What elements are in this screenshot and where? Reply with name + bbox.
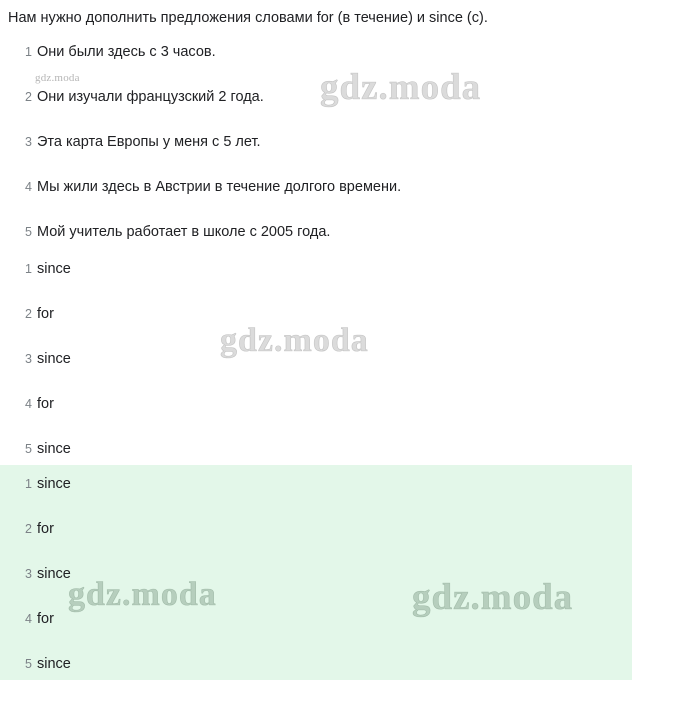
list-item-number: 5 — [25, 657, 32, 671]
list-item — [0, 259, 680, 304]
list-item-text: Эта карта Европы у меня с 5 лет. — [37, 134, 261, 150]
highlighted-answers-block — [0, 465, 632, 680]
list-item — [0, 177, 680, 222]
list-item-text: Мы жили здесь в Австрии в течение долгого времени. — [37, 179, 402, 195]
list-item-number: 3 — [25, 567, 32, 581]
list-item-number: 5 — [25, 442, 32, 456]
list-item — [0, 87, 680, 132]
list-item — [0, 564, 632, 609]
list-item-number: 2 — [25, 90, 32, 104]
list-item-text: since — [37, 566, 71, 582]
list-item-text: for — [37, 306, 54, 322]
watermark: gdz.moda — [220, 322, 369, 359]
list-item-text: Они изучали французский 2 года. — [37, 89, 264, 105]
sentences-list — [0, 42, 680, 267]
list-item-text: since — [37, 351, 71, 367]
list-item-number: 2 — [25, 522, 32, 536]
list-item — [0, 394, 680, 439]
list-item — [0, 132, 680, 177]
list-item-number: 1 — [25, 262, 32, 276]
list-item — [0, 609, 632, 654]
list-item — [0, 654, 632, 699]
list-item-number: 3 — [25, 352, 32, 366]
list-item-number: 4 — [25, 397, 32, 411]
list-item-number: 5 — [25, 225, 32, 239]
list-item-number: 4 — [25, 612, 32, 626]
list-item — [0, 519, 632, 564]
highlighted-answers-list — [0, 474, 632, 699]
list-item-number: 3 — [25, 135, 32, 149]
list-item-text: since — [37, 441, 71, 457]
list-item-text: since — [37, 656, 71, 672]
list-item-number: 2 — [25, 307, 32, 321]
list-item — [0, 349, 680, 394]
watermark: gdz.moda — [320, 67, 482, 108]
list-item — [0, 304, 680, 349]
list-item-text: since — [37, 261, 71, 277]
list-item-number: 1 — [25, 477, 32, 491]
list-item-text: Они были здесь с 3 часов. — [37, 44, 216, 60]
answers-list — [0, 259, 680, 484]
list-item-text: Мой учитель работает в школе с 2005 года. — [37, 224, 331, 240]
list-item-text: for — [37, 521, 54, 537]
list-item-number: 1 — [25, 45, 32, 59]
watermark: gdz.moda — [412, 577, 574, 618]
watermark: gdz.moda — [35, 72, 80, 84]
list-item-text: since — [37, 476, 71, 492]
list-item — [0, 42, 680, 87]
task-instruction: Нам нужно дополнить предложения словами for (в течение) и since (с). — [8, 10, 488, 26]
list-item — [0, 474, 632, 519]
list-item-text: for — [37, 396, 54, 412]
list-item-number: 4 — [25, 180, 32, 194]
watermark: gdz.moda — [68, 576, 217, 613]
list-item-text: for — [37, 611, 54, 627]
